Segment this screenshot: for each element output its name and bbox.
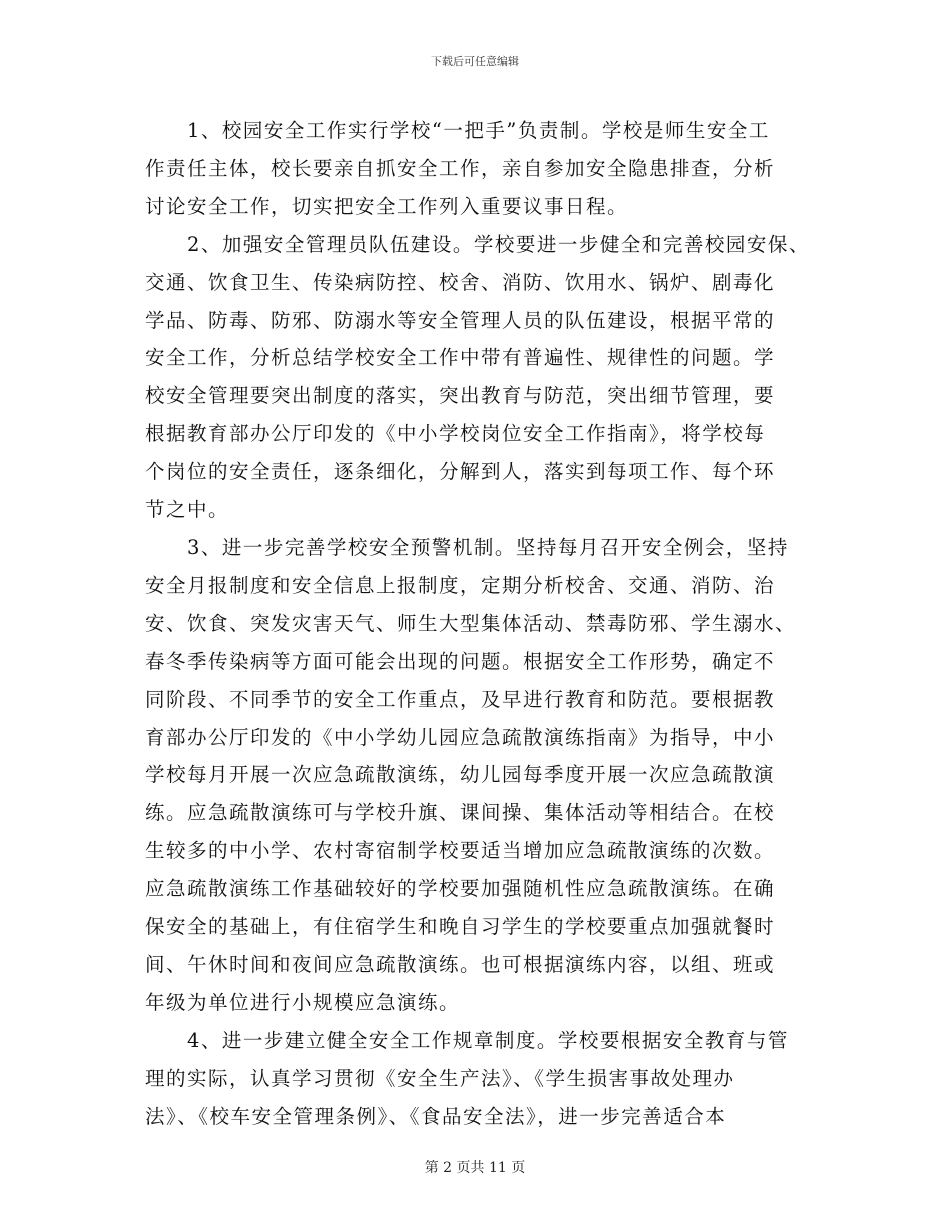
paragraph-3 [145,529,810,1022]
paragraph-line: 同阶段、不同季节的安全工作重点，及早进行教育和防范。要根据教 [145,687,776,711]
paragraph-line: 个岗位的安全责任，逐条细化，分解到人，落实到每项工作、每个环 [145,460,776,484]
paragraph-line: 间、午休时间和夜间应急疏散演练。也可根据演练内容，以组、班或 [145,952,776,976]
paragraph-line: 讨论安全工作，切实把安全工作列入重要议事日程。 [145,194,629,218]
paragraph-4 [145,1022,810,1136]
paragraph-line: 安、饮食、突发灾害天气、师生大型集体活动、禁毒防邪、学生溺水、 [145,611,797,635]
paragraph-line: 1、校园安全工作实行学校“一把手”负责制。学校是师生安全工 [187,119,770,142]
paragraph-line: 练。应急疏散演练可与学校升旗、课间操、集体活动等相结合。在校 [145,801,776,825]
paragraph-line: 交通、饮食卫生、传染病防控、校舍、消防、饮用水、锅炉、剧毒化 [145,270,776,294]
paragraph-line: 安全月报制度和安全信息上报制度，定期分析校舍、交通、消防、治 [145,573,776,597]
paragraph-line: 学品、防毒、防邪、防溺水等安全管理人员的队伍建设，根据平常的 [145,308,776,332]
paragraph-line: 作责任主体，校长要亲自抓安全工作，亲自参加安全隐患排查，分析 [145,156,776,180]
paragraph-line: 春冬季传染病等方面可能会出现的问题。根据安全工作形势，确定不 [145,649,776,673]
paragraph-1 [145,112,810,226]
paragraph-line: 育部办公厅印发的《中小学幼儿园应急疏散演练指南》为指导，中小 [145,725,776,749]
document-body [145,112,810,1135]
paragraph-line: 法》、《校车安全管理条例》、《食品安全法》，进一步完善适合本 [145,1104,727,1128]
paragraph-line: 年级为单位进行小规模应急演练。 [145,990,461,1014]
paragraph-line: 3、进一步完善学校安全预警机制。坚持每月召开安全例会，坚持 [187,535,789,559]
page-number: 第 2 页共 11 页 [424,1160,526,1176]
paragraph-line: 生较多的中小学、农村寄宿制学校要适当增加应急疏散演练的次数。 [145,839,776,863]
paragraph-line: 学校每月开展一次应急疏散演练，幼儿园每季度开展一次应急疏散演 [145,763,776,787]
paragraph-line: 节之中。 [145,498,230,522]
page-header-note: 下载后可任意编辑 [431,55,519,68]
paragraph-line: 应急疏散演练工作基础较好的学校要加强随机性应急疏散演练。在确 [145,877,776,901]
paragraph-line: 校安全管理要突出制度的落实，突出教育与防范，突出细节管理，要 [145,384,776,408]
paragraph-line: 2、加强安全管理员队伍建设。学校要进一步健全和完善校园安保、 [187,232,810,256]
paragraph-2 [145,226,810,529]
paragraph-line: 4、进一步建立健全安全工作规章制度。学校要根据安全教育与管 [187,1028,789,1052]
paragraph-line: 保安全的基础上，有住宿学生和晚自习学生的学校要重点加强就餐时 [145,915,776,939]
paragraph-line: 安全工作，分析总结学校安全工作中带有普遍性、规律性的问题。学 [145,346,776,370]
paragraph-line: 理的实际，认真学习贯彻《安全生产法》、《学生损害事故处理办 [145,1066,735,1090]
paragraph-line: 根据教育部办公厅印发的《中小学校岗位安全工作指南》，将学校每 [145,422,766,446]
